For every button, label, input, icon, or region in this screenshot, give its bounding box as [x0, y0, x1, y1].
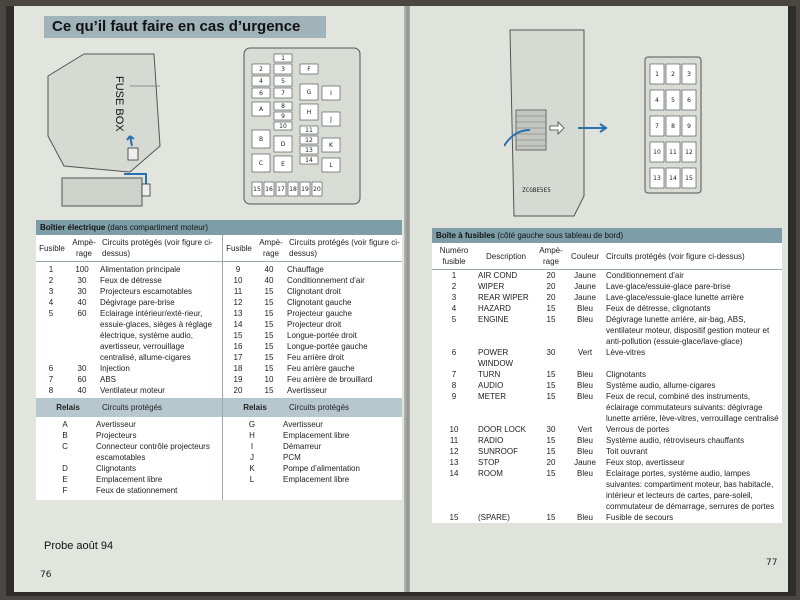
relais-row	[223, 441, 402, 452]
fuse-row	[223, 352, 402, 363]
fuse-board-diagram	[242, 46, 362, 206]
svg-text:K: K	[329, 142, 333, 149]
fuse-number: 13	[449, 458, 459, 467]
fuse-row	[223, 374, 402, 385]
fuse-amperage: 15	[546, 370, 556, 379]
fuse-color: Jaune	[574, 458, 596, 467]
fuse-number: 16	[233, 342, 243, 351]
fuse-circuit: Toit ouvrant	[606, 447, 648, 456]
fuse-amperage: 60	[77, 375, 87, 384]
fuse-circuit: Projecteurs escamotables	[100, 287, 193, 296]
relais-list-1	[36, 419, 222, 496]
fuse-row	[223, 286, 402, 297]
fuse-amperage: 30	[77, 364, 87, 373]
svg-text:3: 3	[687, 71, 691, 78]
fuse-circuit: Conditionnement d’air	[606, 271, 684, 280]
fuse-amperage: 15	[546, 304, 556, 313]
fuse-circuit: Avertisseur	[287, 386, 327, 395]
relais-row	[223, 419, 402, 430]
svg-text:E: E	[281, 161, 285, 168]
fuse-number: 5	[48, 309, 54, 318]
fuse-amperage: 100	[75, 265, 89, 274]
col-circuits-2: Circuits protégés (voir figure ci-dessus)	[287, 235, 402, 262]
svg-text:16: 16	[265, 186, 273, 193]
fuse-row	[223, 385, 402, 396]
col-numero: Numéro fusible	[432, 243, 476, 270]
relais-row	[223, 430, 402, 441]
svg-text:14: 14	[669, 175, 677, 182]
svg-text:11: 11	[669, 149, 677, 156]
fuse-number: 4	[48, 298, 54, 307]
right-page	[410, 6, 788, 592]
fuse-number: 18	[233, 364, 243, 373]
svg-text:5: 5	[281, 78, 285, 85]
fuse-amperage: 15	[546, 392, 556, 401]
fuse-amperage: 20	[546, 293, 556, 302]
fuse-color: Bleu	[576, 469, 593, 478]
relais-row	[223, 474, 402, 485]
fuse-row	[223, 341, 402, 352]
fuse-color: Bleu	[576, 436, 593, 445]
fuse-row	[36, 385, 222, 396]
relais-row	[36, 463, 222, 474]
fuse-box-cover-diagram	[54, 168, 164, 210]
fuse-color: Bleu	[576, 392, 593, 401]
footer-edition: Probe août 94	[44, 540, 114, 552]
fuse-amperage: 15	[264, 298, 274, 307]
fuse-circuit: Dégivrage lunette arrière, air-bag, ABS, ventilateur moteur, dispositif gestion moteur et anti-pollution (essuie-glace/lave-glace)	[606, 315, 770, 346]
fuse-amperage: 15	[264, 364, 274, 373]
fuse-number: 4	[451, 304, 457, 313]
fuse-amperage: 15	[546, 513, 556, 522]
relais-letter: G	[248, 420, 256, 429]
svg-text:C: C	[258, 160, 264, 167]
svg-text:ZCGBE5E5: ZCGBE5E5	[522, 187, 551, 194]
fuse-color: Bleu	[576, 447, 593, 456]
fuse-amperage: 30	[77, 287, 87, 296]
fuse-circuit: Système audio, rétroviseurs chauffants	[606, 436, 745, 445]
relais-circuit: PCM	[283, 453, 301, 462]
fuse-row	[223, 330, 402, 341]
fuse-row	[223, 319, 402, 330]
title-bar	[44, 16, 326, 38]
fuse-amperage: 20	[546, 271, 556, 280]
fuse-circuit: Longue-portée gauche	[287, 342, 368, 351]
relais-circuit: Emplacement libre	[283, 431, 350, 440]
fuse-number: 3	[48, 287, 54, 296]
svg-text:12: 12	[685, 149, 693, 156]
dashboard-fuse-row	[432, 380, 782, 391]
fuse-amperage: 40	[77, 298, 87, 307]
fuse-number: 10	[233, 276, 243, 285]
relais-row	[223, 452, 402, 463]
fuse-description: TURN	[478, 370, 501, 379]
fuse-circuit: Feu arrière droit	[287, 353, 344, 362]
fuse-amperage: 30	[77, 276, 87, 285]
fuse-amperage: 15	[264, 320, 274, 329]
dashboard-fuse-row	[432, 457, 782, 468]
fuse-color: Bleu	[576, 304, 593, 313]
svg-text:8: 8	[671, 123, 675, 130]
svg-text:19: 19	[301, 186, 309, 193]
dashboard-fuse-table-header	[432, 243, 782, 270]
fuse-number: 14	[233, 320, 243, 329]
fuse-circuit: Clignotant droit	[287, 287, 341, 296]
fuse-circuit: Projecteur droit	[287, 320, 342, 329]
fuse-number: 20	[233, 386, 243, 395]
svg-text:7: 7	[281, 90, 285, 97]
fuse-row	[223, 308, 402, 319]
fuse-color: Vert	[577, 348, 593, 357]
fuse-number: 15	[449, 513, 459, 522]
svg-text:15: 15	[253, 186, 261, 193]
fuse-amperage: 30	[546, 348, 556, 357]
relais-circuit: Démarreur	[283, 442, 322, 451]
relais-circuit: Avertisseur	[283, 420, 323, 429]
relais-circuit: Emplacement libre	[283, 475, 350, 484]
fuse-circuit: Dégivrage pare-brise	[100, 298, 175, 307]
svg-text:13: 13	[653, 175, 661, 182]
page-number-right: 77	[766, 558, 778, 568]
fuse-number: 8	[451, 381, 457, 390]
svg-text:15: 15	[685, 175, 693, 182]
fuse-circuit: Lève-vitres	[606, 348, 646, 357]
fuse-row	[223, 275, 402, 286]
fuse-amperage: 20	[546, 458, 556, 467]
fuse-number: 6	[451, 348, 457, 357]
fuse-circuit: Feux de détresse	[100, 276, 162, 285]
fuse-row	[36, 275, 222, 286]
svg-text:12: 12	[305, 137, 313, 144]
relais-list-2	[223, 419, 402, 485]
pull-arrow-icon	[576, 122, 610, 134]
page-title: Ce qu’il faut faire en cas d’urgence	[52, 18, 301, 35]
relais-row	[36, 485, 222, 496]
fuse-amperage: 15	[264, 287, 274, 296]
fuse-circuit: Feux de détresse, clignotants	[606, 304, 711, 313]
fuse-row	[223, 264, 402, 275]
fuse-box-label	[113, 76, 125, 132]
fuse-number: 15	[233, 331, 243, 340]
svg-text:4: 4	[655, 97, 659, 104]
relais-letter: L	[249, 475, 255, 484]
dashboard-fuse-row	[432, 391, 782, 424]
relais-letter: K	[249, 464, 255, 473]
svg-text:10: 10	[279, 123, 287, 130]
svg-text:L: L	[329, 162, 333, 169]
fuse-number: 9	[235, 265, 241, 274]
relais-circuit: Connecteur contrôle projecteurs escamotables	[96, 442, 210, 462]
svg-text:6: 6	[687, 97, 691, 104]
fuse-row	[223, 363, 402, 374]
fuse-list-1	[36, 264, 222, 396]
fuse-description: WIPER	[478, 282, 505, 291]
svg-text:4: 4	[259, 78, 263, 85]
relais-header: Relais Circuits protégés Relais Circuits protégés	[36, 398, 402, 417]
svg-text:F: F	[307, 66, 311, 73]
fuse-circuit: Système audio, allume-cigares	[606, 381, 716, 390]
dashboard-fuse-row	[432, 435, 782, 446]
svg-text:11: 11	[305, 127, 313, 134]
fuse-number: 2	[48, 276, 54, 285]
fuse-amperage: 30	[546, 425, 556, 434]
fuse-number: 1	[48, 265, 54, 274]
fuse-amperage: 40	[77, 386, 87, 395]
fuse-list-2	[223, 264, 402, 396]
fuse-description: REAR WIPER	[478, 293, 529, 302]
fuse-circuit: Injection	[100, 364, 130, 373]
fuse-box-diagram	[44, 46, 164, 178]
fuse-row	[36, 374, 222, 385]
svg-text:1: 1	[281, 55, 285, 62]
relais-letter: D	[62, 464, 68, 473]
relais-row	[36, 419, 222, 430]
svg-text:9: 9	[687, 123, 691, 130]
col-circuits-r: Circuits protégés (voir figure ci-dessus)	[604, 243, 782, 270]
dashboard-fuse-row	[432, 468, 782, 512]
svg-text:I: I	[330, 90, 332, 97]
fuse-number: 9	[451, 392, 457, 401]
dashboard-fuse-row	[432, 347, 782, 369]
relais-row	[36, 474, 222, 485]
fuse-amperage: 15	[546, 469, 556, 478]
fuse-number: 10	[449, 425, 459, 434]
fuse-amperage: 15	[546, 315, 556, 324]
dashboard-fuse-table-title: Boîte à fusibles (côté gauche sous tableau de bord)	[432, 228, 782, 243]
dashboard-fuse-row	[432, 270, 782, 282]
fuse-circuit: Lave-glace/essuie-glace lunette arrière	[606, 293, 744, 302]
engine-fuse-table-title: Boîtier électrique (dans compartiment moteur)	[36, 220, 402, 235]
dashboard-fuse-row	[432, 314, 782, 347]
fuse-row	[36, 297, 222, 308]
fuse-number: 19	[233, 375, 243, 384]
fuse-amperage: 20	[546, 282, 556, 291]
relais-circuit: Avertisseur	[96, 420, 136, 429]
svg-text:1: 1	[655, 71, 659, 78]
fuse-circuit: Conditionnement d’air	[287, 276, 365, 285]
engine-fuse-table-header	[36, 235, 402, 262]
fuse-amperage: 60	[77, 309, 87, 318]
fuse-circuit: Feux stop, avertisseur	[606, 458, 685, 467]
fuse-number: 12	[449, 447, 459, 456]
fuse-description: AIR COND	[478, 271, 518, 280]
fuse-circuit: Clignotant gauche	[287, 298, 352, 307]
fuse-circuit: Fusible de secours	[606, 513, 674, 522]
fuse-description: METER	[478, 392, 506, 401]
svg-text:10: 10	[653, 149, 661, 156]
relais-letter: H	[249, 431, 255, 440]
dashboard-fuse-row	[432, 303, 782, 314]
fuse-description: DOOR LOCK	[478, 425, 527, 434]
fuse-description: RADIO	[478, 436, 504, 445]
svg-text:6: 6	[259, 90, 263, 97]
fuse-number: 17	[233, 353, 243, 362]
fuse-row	[36, 308, 222, 363]
fuse-description: STOP	[478, 458, 500, 467]
svg-text:5: 5	[671, 97, 675, 104]
fuse-amperage: 15	[546, 447, 556, 456]
svg-text:7: 7	[655, 123, 659, 130]
svg-text:3: 3	[281, 66, 285, 73]
dashboard-fuse-row	[432, 512, 782, 523]
relais-letter: E	[62, 475, 68, 484]
col-amperage: Ampè-rage	[68, 235, 100, 262]
dashboard-fuse-row	[432, 424, 782, 435]
svg-text:B: B	[258, 136, 264, 143]
fuse-number: 13	[233, 309, 243, 318]
svg-text:FUSE BOX: FUSE BOX	[113, 76, 125, 132]
relais-letter: J	[250, 453, 254, 462]
col-couleur: Couleur	[566, 243, 604, 270]
fuse-amperage: 15	[264, 353, 274, 362]
fuse-number: 7	[451, 370, 457, 379]
fuse-row	[36, 286, 222, 297]
relais-row	[36, 430, 222, 441]
fuse-row	[36, 264, 222, 275]
fuse-circuit: Alimentation principale	[100, 265, 181, 274]
engine-fuse-table	[36, 220, 402, 500]
fuse-number: 5	[451, 315, 457, 324]
svg-text:8: 8	[281, 103, 285, 110]
fuse-description: ENGINE	[478, 315, 509, 324]
svg-text:D: D	[280, 141, 286, 148]
relais-row	[36, 441, 222, 463]
fuse-number: 6	[48, 364, 54, 373]
fuse-circuit: Ventilateur moteur	[100, 386, 165, 395]
fuse-color: Bleu	[576, 513, 593, 522]
fuse-amperage: 15	[264, 309, 274, 318]
fuse-circuit: Eclairage intérieur/exté-rieur, essuie-glaces, sièges à réglage électrique, système audio, avertisseur, verrouillage centralisé, allume-cigares	[100, 309, 213, 362]
relais-letter: B	[62, 431, 68, 440]
fuse-number: 1	[451, 271, 457, 280]
svg-text:13: 13	[305, 147, 313, 154]
dashboard-fuse-table	[432, 228, 782, 523]
fuse-amperage: 15	[264, 386, 274, 395]
dashboard-fuse-grid-diagram	[644, 56, 702, 194]
fuse-color: Jaune	[574, 282, 596, 291]
fuse-row	[36, 363, 222, 374]
panel-code	[522, 187, 551, 194]
fuse-color: Jaune	[574, 293, 596, 302]
relais-circuit: Projecteurs	[96, 431, 137, 440]
fuse-number: 11	[233, 287, 243, 296]
svg-text:14: 14	[305, 157, 313, 164]
relais-letter: F	[62, 486, 68, 495]
fuse-description: SUNROOF	[478, 447, 518, 456]
svg-text:J: J	[330, 116, 332, 123]
fuse-circuit: Verrous de portes	[606, 425, 670, 434]
svg-text:A: A	[258, 106, 264, 113]
col-description: Description	[476, 243, 536, 270]
dashboard-fuse-row	[432, 369, 782, 380]
col-fusible-2: Fusible	[223, 235, 256, 262]
fuse-description: POWER WINDOW	[478, 348, 514, 368]
fuse-number: 7	[48, 375, 54, 384]
fuse-circuit: ABS	[100, 375, 117, 384]
fuse-color: Jaune	[574, 271, 596, 280]
relais-circuit: Pompe d’alimentation	[283, 464, 360, 473]
dashboard-fuse-row	[432, 281, 782, 292]
col-fusible: Fusible	[36, 235, 68, 262]
book-spread	[6, 6, 796, 596]
fuse-amperage: 15	[264, 331, 274, 340]
relais-circuit: Clignotants	[96, 464, 137, 473]
relais-circuit: Feux de stationnement	[96, 486, 178, 495]
fuse-number: 11	[449, 436, 459, 445]
dashboard-fuse-row	[432, 292, 782, 303]
svg-text:18: 18	[289, 186, 297, 193]
fuse-amperage: 40	[264, 276, 274, 285]
relais-row	[223, 463, 402, 474]
fuse-number: 3	[451, 293, 457, 302]
fuse-description: ROOM	[478, 469, 503, 478]
fuse-description: (SPARE)	[478, 513, 510, 522]
page-number-left: 76	[40, 570, 52, 580]
svg-text:9: 9	[281, 113, 285, 120]
svg-text:20: 20	[313, 186, 321, 193]
svg-text:G: G	[306, 89, 312, 96]
fuse-amperage: 40	[264, 265, 274, 274]
relais-letter: C	[62, 442, 68, 451]
fuse-number: 14	[449, 469, 459, 478]
fuse-circuit: Projecteur gauche	[287, 309, 352, 318]
fuse-circuit: Lave-glace/essuie-glace pare-brise	[606, 282, 731, 291]
fuse-clip-icon	[128, 148, 138, 160]
fuse-number: 2	[451, 282, 457, 291]
fuse-circuit: Feu arrière gauche	[287, 364, 355, 373]
fuse-amperage: 15	[546, 381, 556, 390]
fuse-circuit: Longue-portée droit	[287, 331, 357, 340]
fuse-circuit: Feu arrière de brouillard	[287, 375, 373, 384]
fuse-color: Bleu	[576, 315, 593, 324]
fuse-number: 8	[48, 386, 54, 395]
fuse-circuit: Eclairage portes, système audio, lampes suivantes: compartiment moteur, bas habitacle, intérieur et lecteurs de cartes, pare-soleil, commutateur de démarrage, serrures de portes	[606, 469, 775, 511]
fuse-color: Bleu	[576, 381, 593, 390]
svg-text:2: 2	[671, 71, 675, 78]
fuse-row	[223, 297, 402, 308]
col-amperage-2: Ampè-rage	[255, 235, 287, 262]
fuse-color: Bleu	[576, 370, 593, 379]
relais-letter: I	[250, 442, 254, 451]
fuse-circuit: Feux de recul, combiné des instruments, éclairage commutateurs suivants: dégivrage lunette arrière, lève-vitres, verrouillage centralisé	[606, 392, 779, 423]
fuse-amperage: 15	[546, 436, 556, 445]
fuse-color: Vert	[577, 425, 593, 434]
fuse-description: HAZARD	[478, 304, 511, 313]
fuse-amperage: 10	[264, 375, 274, 384]
relais-circuit: Emplacement libre	[96, 475, 163, 484]
svg-text:17: 17	[277, 186, 285, 193]
fuse-circuit: Clignotants	[606, 370, 647, 379]
relais-letter: A	[62, 420, 68, 429]
col-circuits: Circuits protégés (voir figure ci-dessus)	[100, 235, 223, 262]
fuse-description: AUDIO	[478, 381, 504, 390]
svg-text:H: H	[306, 109, 312, 116]
svg-text:2: 2	[259, 66, 263, 73]
left-page	[14, 6, 406, 592]
fuse-amperage: 15	[264, 342, 274, 351]
fuse-number: 12	[233, 298, 243, 307]
col-amperage-r: Ampè-rage	[536, 243, 566, 270]
fuse-circuit: Chauffage	[287, 265, 324, 274]
dashboard-fuse-row	[432, 446, 782, 457]
